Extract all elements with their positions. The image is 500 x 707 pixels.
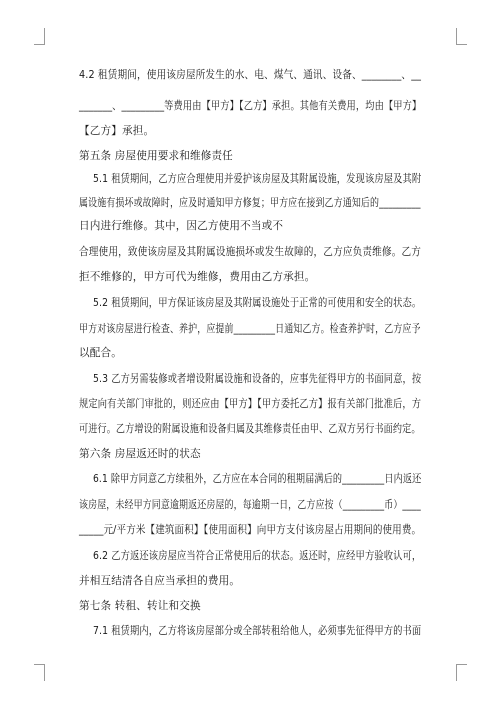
clause-5-2-line-1: 5.2 租赁期间，甲方保证该房屋及其附属设施处于正常的可使用和安全的状态。 — [93, 297, 422, 309]
article-5-heading: 第五条 房屋使用要求和维修责任 — [79, 150, 233, 162]
crop-mark-bottom-right — [456, 664, 467, 681]
clause-6-2-line-2: 并相互结清各自应当承担的费用。 — [79, 575, 241, 587]
article-7-heading: 第七条 转租、转让和交换 — [79, 600, 201, 612]
clause-6-1-line-1: 6.1 除甲方同意乙方续租外，乙方应在本合同的租期届满后的_________日内返还 — [93, 473, 422, 485]
clause-4-2-line-1: 4.2 租赁期间，使用该房屋所发生的水、电、煤气、通讯、设备、________、__ — [79, 69, 422, 81]
clause-6-2-line-1: 6.2 乙方返还该房屋应当符合正常使用后的状态。返还时，应经甲方验收认可， — [93, 550, 422, 562]
clause-5-1-line-2: 属设施有损坏或故障时，应及时通知甲方修复；甲方应在接到乙方通知后的_________ — [79, 197, 421, 209]
clause-5-3-line-3: 可进行。乙方增设的附属设施和设备归属及其维修责任由甲、乙双方另行书面约定。 — [79, 423, 421, 435]
clause-5-3-line-1: 5.3 乙方另需装修或者增设附属设施和设备的，应事先征得甲方的书面同意，按 — [93, 373, 422, 385]
clause-5-3-line-2: 规定向有关部门审批的，则还应由【甲方】【甲方委托乙方】报有关部门批准后，方 — [79, 398, 422, 410]
clause-4-2-line-2: _______、_________等费用由【甲方】【乙方】承担。其他有关费用，均由【甲方】 — [79, 100, 422, 112]
article-6-heading: 第六条 房屋返还时的状态 — [79, 448, 201, 460]
clause-5-1-line-3: 日内进行维修。其中，因乙方使用不当或不 — [79, 220, 284, 232]
clause-5-1-line-1: 5.1 租赁期间，乙方应合理使用并爱护该房屋及其附属设施，发现该房屋及其附 — [93, 173, 422, 185]
clause-5-2-line-2: 甲方对该房屋进行检查、养护，应提前_________日通知乙方。检查养护时，乙方应予 — [79, 323, 421, 335]
clause-5-1-line-5: 拒不维修的，甲方可代为维修，费用由乙方承担。 — [79, 271, 316, 283]
clause-5-1-line-4: 合理使用，致使该房屋及其附属设施损坏或发生故障的，乙方应负责维修。乙方 — [79, 246, 422, 258]
clause-5-2-line-3: 以配合。 — [79, 347, 122, 359]
crop-mark-top-right — [456, 28, 467, 45]
clause-6-1-line-3: _____元/平方米【建筑面积】【使用面积】向甲方支付该房屋占用期间的使用费。 — [79, 524, 422, 536]
clause-4-2-line-3: 【乙方】承担。 — [79, 125, 155, 137]
clause-6-1-line-2: 该房屋，未经甲方同意逾期返还房屋的，每逾期一日，乙方应按（_________币）____ — [79, 499, 421, 511]
crop-mark-bottom-left — [34, 664, 45, 681]
crop-mark-top-left — [34, 28, 45, 45]
clause-7-1-line-1: 7.1 租赁期内，乙方将该房屋部分或全部转租给他人，必须事先征得甲方的书面 — [93, 625, 422, 637]
